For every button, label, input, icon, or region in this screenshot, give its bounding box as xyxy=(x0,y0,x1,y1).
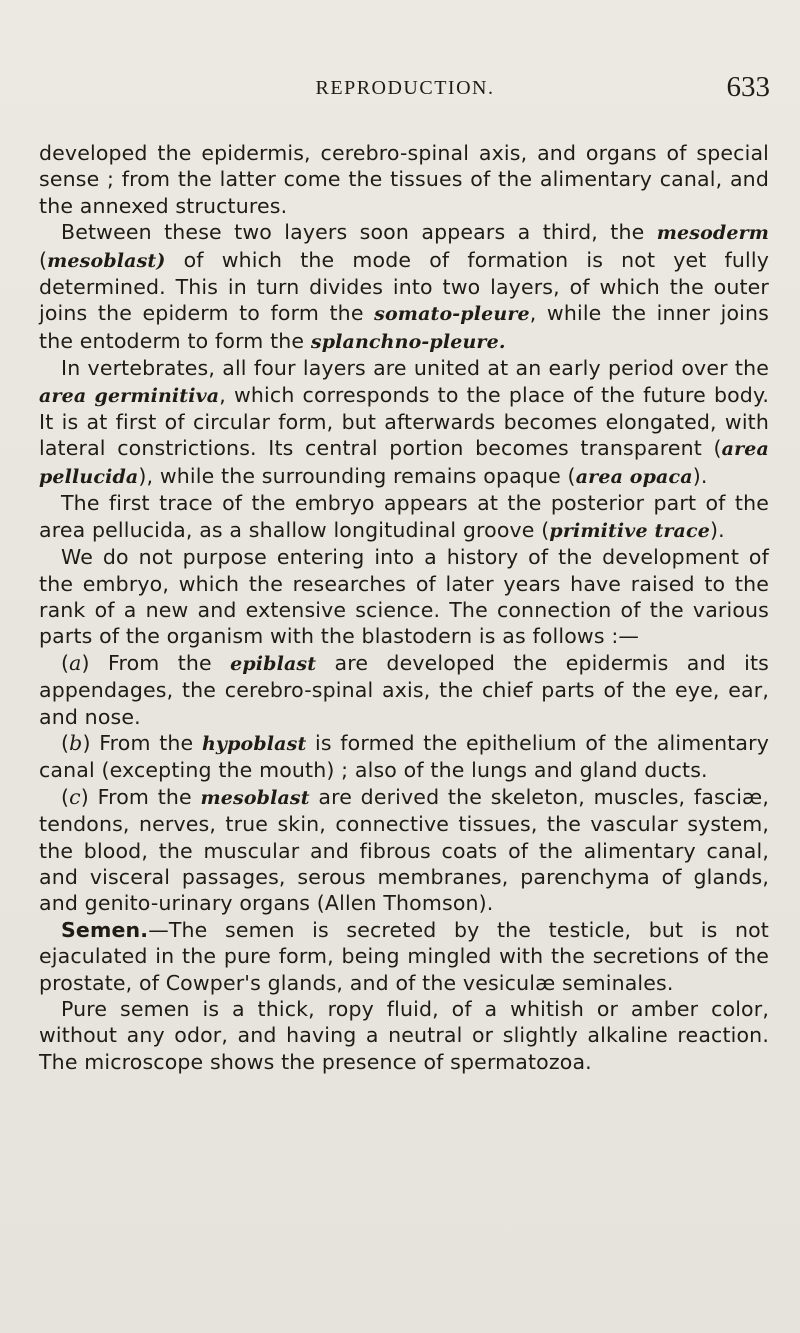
italic-term: area pellucida xyxy=(39,438,769,488)
italic-term: mesoblast xyxy=(200,786,310,809)
text-run: of which the mode of formation is not yet fully determined. This in turn divides into two layers, of which the outer joins the epiderm to form the xyxy=(39,247,769,326)
text-run: —The semen is secreted by the testicle, but is not ejaculated in the pure form, being mingled with the secretions of the prostate, of Cowper's glands, and of the vesiculæ seminales. xyxy=(39,917,769,995)
text-run: ), while the surrounding remains opaque ( xyxy=(138,463,576,488)
text-run: ) From the xyxy=(81,650,231,675)
text-run: We do not purpose entering into a history of the development of the embryo, which the researches of later years have raised to the rank of a new and extensive science. The connection of the various parts of the organism with the blastodern is as follows :— xyxy=(39,545,769,649)
text-run: The first trace of the embryo appears at the posterior part of the area pellucida, as a shallow longitudinal groove ( xyxy=(39,491,769,542)
italic-term: splanchno-pleure. xyxy=(310,330,506,353)
list-letter: c xyxy=(69,784,81,809)
paragraph xyxy=(39,140,769,219)
list-letter: a xyxy=(69,650,82,675)
text-run: developed the epidermis, cerebro-spinal axis, and organs of special sense ; from the latter come the tissues of the alimentary canal, and the annexed structures. xyxy=(39,141,769,218)
italic-term: area germinitiva xyxy=(39,384,220,407)
text-run: ) From the xyxy=(82,730,202,755)
italic-term: mesoderm xyxy=(656,222,769,245)
text-run: are developed the epidermis and its appendages, the cerebro-spinal axis, the chief parts of the eye, ear, and nose. xyxy=(39,650,769,729)
page-number: 633 xyxy=(726,71,770,103)
italic-term: epiblast xyxy=(230,652,317,675)
paragraph xyxy=(39,917,769,996)
text-run: , while the inner joins the entoderm to form the xyxy=(39,301,770,353)
text-run: ( xyxy=(61,650,70,675)
page-header xyxy=(40,73,770,113)
italic-term: primitive trace xyxy=(549,519,710,542)
text-run: ( xyxy=(39,247,48,272)
paragraph xyxy=(39,730,769,784)
text-run: ( xyxy=(61,730,70,755)
text-run: is formed the epithelium of the alimentary canal (excepting the mouth) ; also of the lungs and gland ducts. xyxy=(39,730,769,783)
italic-term: somato-pleure xyxy=(374,303,530,326)
text-run: ) From the xyxy=(80,784,201,809)
running-head: REPRODUCTION. xyxy=(315,77,495,99)
italic-term: area opaca xyxy=(575,465,693,488)
list-letter: b xyxy=(69,730,83,755)
text-run: In vertebrates, all four layers are united at an early period over the xyxy=(61,356,769,381)
paragraph xyxy=(39,784,769,917)
paragraph xyxy=(39,544,769,650)
paragraph xyxy=(39,650,769,730)
text-run: Between these two layers soon appears a third, the xyxy=(61,220,657,245)
paragraph xyxy=(39,355,769,490)
text-run: are derived the skeleton, muscles, fasciæ, tendons, nerves, true skin, connective tissues, the vascular system, the blood, the muscular and fibrous coats of the alimentary canal, and visceral passages, serous membranes, parenchyma of glands, and genito-urinary organs (Allen Thomson). xyxy=(39,784,769,916)
text-run: Pure semen is a thick, ropy fluid, of a whitish or amber color, without any odor, and having a neutral or slightly alkaline reaction. The microscope shows the presence of spermatozoa. xyxy=(39,997,769,1074)
italic-term: mesoblast) xyxy=(47,249,166,272)
text-run: , which corresponds to the place of the future body. It is at first of circular form, but afterwards becomes elongated, with lateral constrictions. Its central portion becomes transparent ( xyxy=(39,382,769,461)
paragraph xyxy=(39,219,769,355)
paragraph xyxy=(39,996,769,1075)
text-run: ( xyxy=(61,784,70,809)
text-run: ). xyxy=(692,463,708,488)
section-heading: Semen. xyxy=(61,917,149,942)
body-text xyxy=(39,140,769,1075)
paragraph xyxy=(39,490,769,544)
italic-term: hypoblast xyxy=(201,732,307,755)
text-run: ). xyxy=(709,517,725,542)
